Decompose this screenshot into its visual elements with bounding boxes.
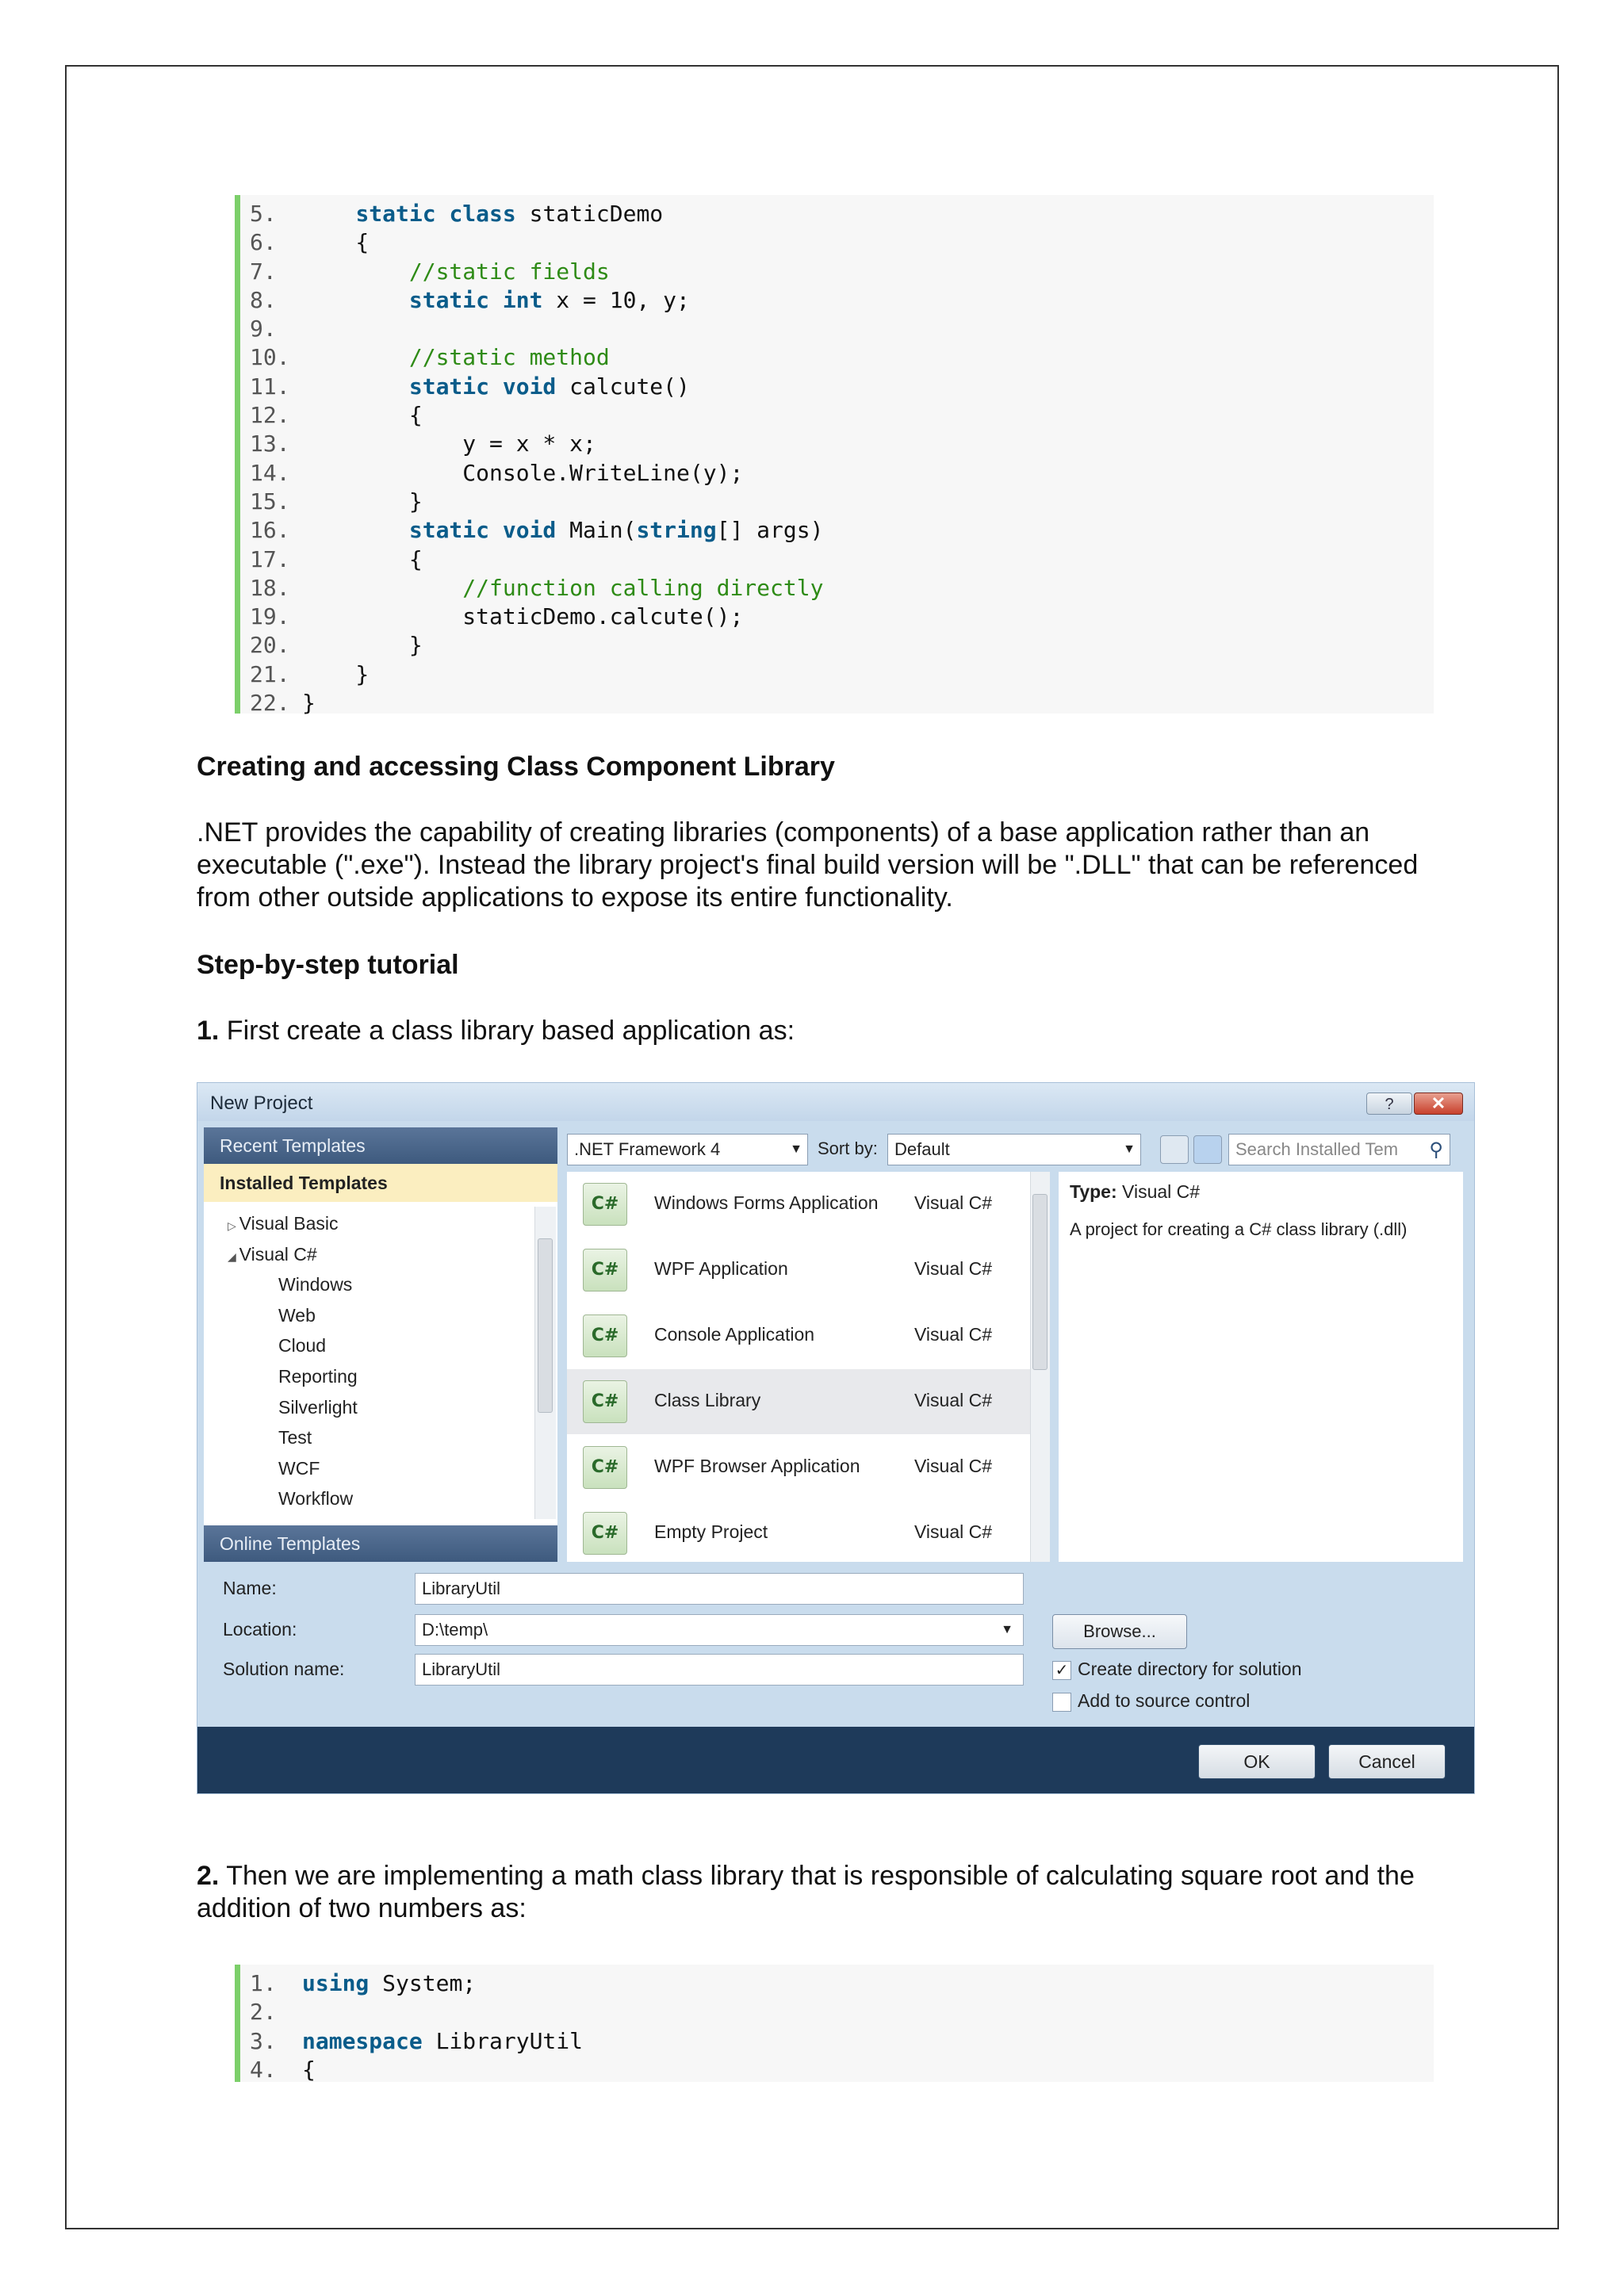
- template-description-panel: [1059, 1172, 1463, 1562]
- code-token: x = 10, y;: [542, 286, 690, 313]
- tree-item-label: Cloud: [278, 1335, 327, 1357]
- step-1-text: [197, 1015, 1434, 1047]
- template-list-scrollbar[interactable]: [1030, 1172, 1050, 1562]
- code-keyword: static void: [408, 517, 557, 544]
- code-token: Console.WriteLine(y);: [302, 459, 744, 486]
- tree-item-label: Test: [278, 1427, 312, 1448]
- code-keyword: static int: [408, 286, 543, 313]
- tree-item-label: Workflow: [278, 1488, 354, 1510]
- code-line: [250, 1969, 1434, 1998]
- tree-item-reporting[interactable]: [278, 1366, 358, 1387]
- type-line: [1070, 1181, 1452, 1203]
- tree-item-label: Visual Basic: [239, 1213, 339, 1234]
- code-token: staticDemo: [515, 201, 664, 227]
- line-number: 17.: [250, 545, 290, 572]
- code-keyword: using: [302, 1970, 370, 1996]
- csharp-project-icon: C#: [583, 1512, 627, 1555]
- help-button[interactable]: ?: [1366, 1093, 1412, 1115]
- template-name: WPF Browser Application: [654, 1456, 860, 1476]
- code-line: [250, 545, 1434, 574]
- template-language: Visual C#: [914, 1456, 993, 1476]
- code-line: [250, 603, 1434, 631]
- dialog-titlebar: [197, 1083, 1474, 1121]
- code-token: }: [302, 632, 423, 659]
- template-language: Visual C#: [914, 1521, 993, 1542]
- tree-item-label: Web: [278, 1304, 316, 1326]
- line-number: 8.: [250, 286, 277, 313]
- small-icons-view-icon[interactable]: [1160, 1135, 1189, 1164]
- chevron-down-icon: ▼: [1123, 1142, 1136, 1156]
- code-line: [250, 488, 1434, 516]
- template-row-empty-project[interactable]: [567, 1501, 1030, 1566]
- code-line: [250, 286, 1434, 315]
- tree-item-visual-basic[interactable]: [228, 1213, 339, 1234]
- tree-item-test[interactable]: [278, 1427, 312, 1448]
- search-installed-templates-input[interactable]: [1228, 1134, 1450, 1165]
- line-number: 7.: [250, 258, 277, 285]
- line-number: 1.: [250, 1970, 277, 1996]
- sort-by-label: Sort by:: [818, 1138, 878, 1158]
- dialog-footer: [197, 1727, 1474, 1793]
- tree-item-cloud[interactable]: [278, 1335, 326, 1357]
- code-token: LibraryUtil: [422, 2027, 584, 2054]
- tree-item-visual-c-[interactable]: [228, 1244, 317, 1265]
- line-number: 13.: [250, 430, 290, 457]
- ok-button[interactable]: OK: [1198, 1744, 1316, 1779]
- code-line: [250, 200, 1434, 228]
- name-input[interactable]: LibraryUtil: [415, 1573, 1024, 1605]
- intro-paragraph: .NET provides the capability of creating libraries (components) of a base application rather than an executable (".exe"). Instead the library project's final build version will be ".DLL" that can be referenced from other outside applications to expose its entire functionality.: [197, 817, 1419, 913]
- template-name: Empty Project: [654, 1521, 768, 1542]
- solution-name-input[interactable]: LibraryUtil: [415, 1654, 1024, 1686]
- code-token: [] args): [716, 517, 824, 544]
- line-number: 12.: [250, 402, 290, 429]
- csharp-project-icon: C#: [583, 1183, 627, 1226]
- code-token: staticDemo.calcute();: [302, 603, 744, 630]
- code-line: [250, 343, 1434, 372]
- chevron-down-icon: ▼: [790, 1142, 802, 1156]
- code-token: [302, 258, 409, 285]
- expand-arrow-icon: ◢: [228, 1249, 239, 1263]
- step-2-text: [197, 1860, 1434, 1925]
- create-directory-label: Create directory for solution: [1078, 1659, 1302, 1679]
- code-line: [250, 373, 1434, 401]
- template-row-console-application[interactable]: [567, 1303, 1030, 1368]
- code-line: [250, 689, 1434, 718]
- line-number: 4.: [250, 2056, 277, 2083]
- code-line: [250, 258, 1434, 286]
- code-text: [302, 545, 423, 574]
- code-text: [302, 459, 743, 488]
- line-number: 19.: [250, 603, 290, 630]
- heading-class-component-library: Creating and accessing Class Component Library: [197, 752, 835, 782]
- tree-item-web[interactable]: [278, 1305, 316, 1326]
- code-text: [302, 343, 610, 372]
- template-tree: [204, 1202, 557, 1525]
- code-text: [302, 1969, 476, 1998]
- csharp-project-icon: C#: [583, 1380, 627, 1423]
- cancel-button[interactable]: Cancel: [1328, 1744, 1446, 1779]
- line-number: 5.: [250, 201, 277, 227]
- template-row-wpf-application[interactable]: [567, 1238, 1030, 1303]
- template-row-wpf-browser-application[interactable]: [567, 1435, 1030, 1500]
- line-number: 6.: [250, 229, 277, 256]
- list-view-icon[interactable]: [1193, 1135, 1222, 1164]
- template-row-class-library[interactable]: [567, 1369, 1030, 1434]
- code-line: [250, 660, 1434, 689]
- code-comment: //static method: [408, 344, 610, 371]
- search-icon: ⚲: [1429, 1139, 1443, 1161]
- tree-scroll-thumb[interactable]: [538, 1238, 553, 1413]
- tree-item-label: Reporting: [278, 1366, 358, 1387]
- solution-name-label: Solution name:: [223, 1659, 345, 1679]
- line-number: 22.: [250, 690, 290, 717]
- type-value: Visual C#: [1122, 1181, 1201, 1202]
- close-button[interactable]: ✕: [1414, 1093, 1463, 1115]
- code-text: [302, 689, 316, 718]
- code-line: [250, 430, 1434, 458]
- code-text: [302, 200, 663, 228]
- create-directory-checkbox[interactable]: [1052, 1659, 1302, 1680]
- code-token: [302, 287, 409, 313]
- chevron-down-icon: ▼: [1001, 1623, 1013, 1636]
- code-text: [302, 401, 423, 430]
- step-2-description: Then we are implementing a math class library that is responsible of calculating square root and the addition of two numbers as:: [197, 1861, 1415, 1923]
- code-token: [302, 344, 409, 370]
- code-block-library-util: [235, 1965, 1434, 2082]
- code-token: }: [302, 690, 316, 717]
- code-text: [302, 603, 743, 631]
- dialog-title: New Project: [210, 1093, 313, 1114]
- code-text: [302, 430, 596, 458]
- new-project-dialog: [197, 1082, 1475, 1794]
- csharp-project-icon: C#: [583, 1249, 627, 1292]
- code-token: [302, 373, 409, 400]
- code-line: [250, 631, 1434, 660]
- step-2-number: 2.: [197, 1861, 220, 1891]
- code-text: [302, 516, 823, 545]
- tree-item-workflow[interactable]: [278, 1488, 353, 1510]
- browse-button[interactable]: Browse...: [1052, 1614, 1187, 1649]
- code-text: [302, 488, 423, 516]
- line-number: 14.: [250, 459, 290, 486]
- code-block-static-demo: [235, 195, 1434, 717]
- code-text: [302, 228, 369, 257]
- step-1-description: First create a class library based application as:: [219, 1016, 795, 1046]
- code-line: [250, 2027, 1434, 2056]
- line-number: 11.: [250, 373, 290, 400]
- template-list-scroll-thumb[interactable]: [1032, 1194, 1048, 1370]
- line-number: 20.: [250, 632, 290, 659]
- code-line: [250, 574, 1434, 603]
- code-token: }: [302, 488, 423, 515]
- code-token: Main(: [556, 517, 637, 544]
- line-number: 10.: [250, 344, 290, 371]
- code-text: [302, 631, 423, 660]
- template-language: Visual C#: [914, 1258, 993, 1279]
- code-token: [302, 201, 355, 227]
- csharp-project-icon: C#: [583, 1446, 627, 1489]
- tree-scrollbar[interactable]: [534, 1207, 556, 1519]
- code-line: [250, 401, 1434, 430]
- expand-arrow-icon: ▷: [228, 1219, 239, 1232]
- code-token: [302, 517, 409, 543]
- template-name: Windows Forms Application: [654, 1192, 879, 1213]
- sort-by-dropdown[interactable]: [887, 1134, 1141, 1165]
- tree-item-label: Visual C#: [239, 1243, 317, 1265]
- csharp-project-icon: C#: [583, 1314, 627, 1357]
- code-text: [302, 660, 369, 689]
- source-control-label: Add to source control: [1078, 1690, 1251, 1711]
- code-keyword: static class: [355, 201, 516, 227]
- tree-item-silverlight[interactable]: [278, 1397, 358, 1418]
- code-line: [250, 2056, 1434, 2084]
- source-control-checkbox[interactable]: [1052, 1690, 1250, 1712]
- installed-templates-header[interactable]: Installed Templates: [204, 1164, 557, 1202]
- line-number: 3.: [250, 2027, 277, 2054]
- code-token: {: [302, 545, 423, 572]
- template-language: Visual C#: [914, 1390, 993, 1410]
- tree-item-label: Silverlight: [278, 1396, 358, 1418]
- location-combo[interactable]: [415, 1614, 1024, 1646]
- checkbox-checked-icon[interactable]: ✓: [1052, 1661, 1071, 1680]
- template-list: [567, 1172, 1049, 1562]
- template-name: WPF Application: [654, 1258, 788, 1279]
- code-text: [302, 574, 823, 603]
- heading-step-by-step: Step-by-step tutorial: [197, 950, 459, 980]
- location-value: D:\temp\: [422, 1620, 488, 1640]
- template-name: Class Library: [654, 1390, 761, 1410]
- code-token: y = x * x;: [302, 430, 596, 457]
- search-placeholder: Search Installed Tem: [1235, 1139, 1399, 1159]
- line-number: 16.: [250, 517, 290, 544]
- code-token: {: [302, 2056, 316, 2083]
- tree-item-label: WCF: [278, 1457, 320, 1479]
- line-number: 9.: [250, 316, 277, 342]
- code-comment: //static fields: [408, 258, 610, 285]
- code-text: [302, 258, 610, 286]
- code-token: {: [302, 229, 370, 256]
- code-comment: //function calling directly: [462, 574, 824, 601]
- line-number: 18.: [250, 574, 290, 601]
- code-text: [302, 286, 690, 315]
- code-line: [250, 1998, 1434, 2026]
- code-token: [302, 575, 462, 601]
- line-number: 21.: [250, 660, 290, 687]
- name-label: Name:: [223, 1578, 277, 1598]
- code-token: {: [302, 402, 423, 429]
- code-line: [250, 315, 1434, 343]
- line-number: 15.: [250, 488, 290, 515]
- code-token: calcute(): [556, 373, 690, 400]
- code-line: [250, 516, 1434, 545]
- tree-item-label: Windows: [278, 1274, 353, 1295]
- template-toolbar: [567, 1134, 1463, 1165]
- framework-value: .NET Framework 4: [574, 1139, 721, 1159]
- location-label: Location:: [223, 1619, 297, 1640]
- recent-templates-header[interactable]: Recent Templates: [204, 1127, 557, 1164]
- code-line: [250, 459, 1434, 488]
- step-1-number: 1.: [197, 1016, 220, 1046]
- code-text: [302, 373, 690, 401]
- template-name: Console Application: [654, 1324, 815, 1345]
- online-templates-header[interactable]: Online Templates: [204, 1525, 557, 1562]
- sort-by-value: Default: [894, 1139, 950, 1159]
- tree-item-windows[interactable]: [278, 1274, 352, 1295]
- type-description: A project for creating a C# class library (.dll): [1070, 1219, 1408, 1239]
- code-line: [250, 228, 1434, 257]
- type-label: Type:: [1070, 1181, 1117, 1202]
- template-row-windows-forms-application[interactable]: [567, 1172, 1030, 1237]
- framework-dropdown[interactable]: [567, 1134, 808, 1165]
- code-token: }: [302, 660, 370, 687]
- code-keyword: string: [636, 517, 717, 544]
- template-categories-panel: [204, 1127, 557, 1562]
- code-text: [302, 2027, 583, 2056]
- code-keyword: static void: [408, 373, 557, 400]
- line-number: 2.: [250, 1999, 277, 2026]
- template-language: Visual C#: [914, 1324, 993, 1345]
- template-language: Visual C#: [914, 1192, 993, 1213]
- tree-item-wcf[interactable]: [278, 1458, 320, 1479]
- code-keyword: namespace: [302, 2027, 423, 2054]
- code-text: [302, 2056, 316, 2084]
- checkbox-unchecked-icon[interactable]: [1052, 1693, 1071, 1712]
- code-token: System;: [369, 1970, 477, 1996]
